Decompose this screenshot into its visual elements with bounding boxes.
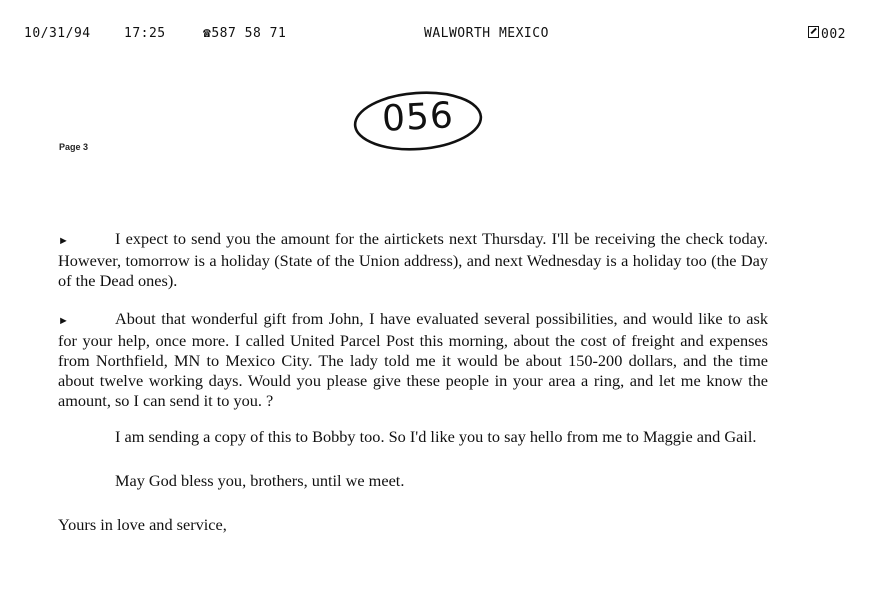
fax-sender: WALWORTH MEXICO [424,26,549,41]
paragraph-1 [58,229,768,291]
phone-icon: ☎ [203,26,212,41]
paragraph-text: About that wonderful gift from John, I have evaluated several possibilities, and would like to ask for your help, once more. I called United Parcel Post this morning, about the cost of freight and expenses from Northfield, MN to Mexico City. The lady told me it would be about 150-200 dollars, and the time about twelve working days. Would you please give these people in your area a ring, and let me know the amount, so I can send it to you. ? [58,309,768,410]
fax-page-counter [808,26,846,42]
fax-date: 10/31/94 [24,26,91,41]
bullet-icon: ► [58,315,69,327]
paragraph-2 [58,309,768,411]
fax-header [0,26,871,46]
letter-body [58,229,768,535]
handwritten-stamp [350,88,488,154]
page-label: Page 3 [59,142,89,152]
fax-page-number: 002 [821,27,846,42]
closing-line: Yours in love and service, [58,515,227,534]
paragraph-text: May God bless you, brothers, until we meet. [115,471,405,490]
fax-time: 17:25 [124,26,166,41]
fax-phone [203,26,286,41]
paragraph-4 [58,471,768,491]
fax-phone-number: 587 58 71 [211,26,287,41]
paragraph-3 [58,427,768,447]
bullet-icon: ► [58,235,69,247]
fax-page-box-icon [808,26,819,38]
paragraph-text: I am sending a copy of this to Bobby too. So I'd like you to say hello from me to Maggie and Gail. [115,427,757,446]
paragraph-text: I expect to send you the amount for the airtickets next Thursday. I'll be receiving the check today. However, tomorrow is a holiday (State of the Union address), and next Wednesday is a holiday too (the Day of the Dead ones). [58,229,768,290]
stamp-number: 056 [381,95,455,140]
